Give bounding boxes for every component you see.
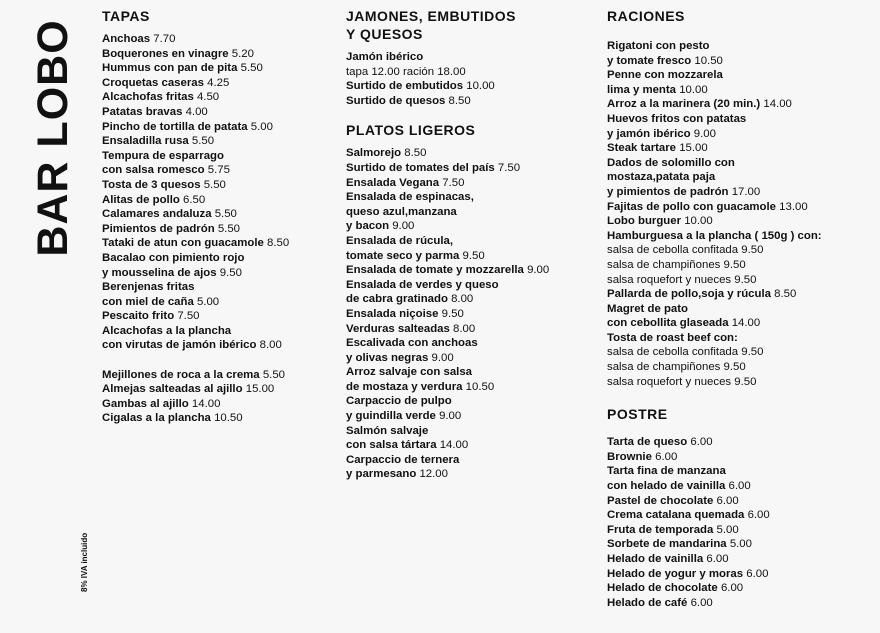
menu-item [607, 97, 877, 112]
menu-item [607, 464, 877, 479]
menu-item [607, 68, 877, 83]
menu-item [607, 523, 877, 538]
menu-item-name: Patatas bravas [102, 105, 183, 118]
menu-item-price: 5.50 [217, 222, 240, 235]
menu-item [102, 61, 332, 76]
menu-item-name: Rigatoni con pesto [607, 40, 710, 52]
menu-item-price: 5.50 [191, 135, 215, 148]
menu-item [346, 365, 596, 380]
menu-item [102, 90, 332, 105]
menu-item [102, 120, 332, 135]
menu-item-name: Helado de yogur y moras [607, 567, 744, 580]
menu-item-price: 14.00 [731, 317, 761, 330]
menu-item [102, 76, 332, 91]
menu-item-price: 15.00 [245, 383, 275, 396]
menu-item [607, 479, 877, 494]
menu-item-price: 6.00 [690, 596, 713, 609]
menu-item-price: 4.00 [185, 105, 208, 118]
menu-item [346, 424, 596, 439]
menu-item-price: 9.50 [441, 307, 464, 320]
menu-item-name: y jamón ibérico [607, 127, 691, 140]
menu-item [607, 345, 877, 360]
menu-item [607, 287, 877, 302]
menu-item [607, 375, 877, 390]
menu-item [102, 134, 332, 149]
menu-item-price: 8.00 [453, 322, 476, 335]
brand-title: BAR LOBO [29, 19, 77, 257]
menu-item [607, 450, 877, 465]
menu-item [607, 200, 877, 215]
menu-item-name: Helado de chocolate [607, 582, 718, 595]
menu-list-jamones [346, 50, 596, 108]
menu-item-name: Ensalada de tomate y mozzarella [346, 264, 524, 277]
menu-item [607, 331, 877, 346]
menu-item [102, 193, 332, 208]
menu-item-name: Surtido de quesos [346, 94, 446, 107]
menu-item [346, 205, 596, 220]
menu-item-price: 5.50 [214, 208, 237, 221]
section-title-platos: PLATOS LIGEROS [346, 122, 476, 139]
menu-item-price: 5.75 [207, 164, 230, 177]
menu-item [102, 382, 332, 397]
menu-item [102, 32, 332, 47]
menu-item-name: con salsa tártara [346, 439, 437, 452]
menu-item [346, 65, 596, 80]
menu-item [607, 39, 877, 54]
menu-item-price: 9.00 [439, 410, 462, 423]
menu-item-price: 8.50 [404, 147, 427, 160]
menu-item-name: Carpaccio de ternera [346, 453, 460, 466]
menu-item-name: Alcachofas a la plancha [102, 324, 232, 337]
menu-item-name: Pallarda de pollo,soja y rúcula [607, 288, 771, 301]
menu-item-name: Jamón ibérico [346, 51, 424, 63]
menu-item [102, 368, 332, 383]
menu-item-name: Arroz a la marinera (20 min.) [607, 98, 761, 111]
menu-item-name: Arroz salvaje con salsa [346, 366, 472, 379]
menu-item [607, 581, 877, 596]
menu-item-name: y guindilla verde [346, 410, 436, 423]
menu-item-price: 6.00 [720, 582, 744, 595]
menu-item [607, 494, 877, 509]
menu-item-price: 5.50 [262, 368, 285, 381]
menu-item [102, 411, 332, 426]
menu-item-name: Brownie [607, 450, 652, 463]
menu-item-name: tomate seco y parma [346, 249, 460, 262]
menu-item-price: 10.50 [694, 54, 723, 67]
menu-item [607, 552, 877, 567]
menu-item [607, 360, 877, 375]
menu-item-name: y bacon [346, 220, 390, 233]
menu-item-price: 14.00 [191, 397, 221, 410]
menu-item [102, 207, 332, 222]
menu-item [102, 105, 332, 120]
menu-item-price: 6.00 [747, 509, 770, 522]
column-tapas [102, 7, 332, 426]
menu-item [346, 307, 596, 322]
menu-item [102, 309, 332, 324]
menu-item-price: 8.50 [774, 288, 797, 301]
menu-item [102, 163, 332, 178]
menu-item-name: Tosta de roast beef con: [607, 331, 738, 344]
menu-list-platos [346, 146, 596, 482]
menu-item [607, 435, 877, 450]
menu-item-name: Pescaito frito [102, 310, 175, 323]
menu-item-name: Lobo burguer [607, 215, 682, 228]
menu-item-name: Verduras salteadas [346, 322, 450, 335]
menu-item [607, 596, 877, 611]
menu-item-name: Sorbete de mandarina [607, 538, 727, 551]
section-title-postre: POSTRE [607, 406, 668, 423]
menu-item-name: Pastel de chocolate [607, 494, 714, 507]
menu-item-name: con salsa romesco [102, 164, 205, 177]
menu-item-name: Cigalas a la plancha [102, 412, 211, 425]
menu-item-name: Alitas de pollo [102, 193, 180, 206]
menu-item-name: lima y menta [607, 83, 677, 96]
menu-item-price: 7.50 [497, 161, 521, 174]
menu-item-price: 10.00 [684, 215, 713, 228]
menu-item [102, 295, 332, 310]
menu-item-name: y olivas negras [346, 351, 429, 364]
menu-item-price: 5.00 [716, 523, 739, 536]
menu-item-price: 14.00 [439, 439, 469, 452]
menu-item [102, 178, 332, 193]
menu-item-detail: salsa roquefort y nueces 9.50 [607, 375, 757, 388]
menu-item-price: 8.50 [267, 237, 290, 250]
menu-item [607, 508, 877, 523]
menu-item-price: 6.00 [746, 567, 769, 580]
menu-item-name: Helado de vainilla [607, 553, 704, 565]
menu-item [346, 292, 596, 307]
menu-item-detail: salsa de cebolla confitada 9.50 [607, 244, 764, 257]
menu-item-name: Hummus con pan de pita [102, 62, 238, 75]
menu-item [346, 234, 596, 249]
menu-list-postre [607, 435, 877, 610]
menu-item-name: y mousselina de ajos [102, 266, 217, 279]
menu-item-detail: salsa roquefort y nueces 9.50 [607, 273, 757, 286]
menu-item-price: 5.50 [203, 178, 226, 191]
menu-item-price: 6.00 [728, 480, 751, 493]
menu-item-price: 5.00 [729, 538, 752, 551]
menu-item-price: 9.00 [527, 264, 550, 277]
menu-item [102, 251, 332, 266]
menu-item [102, 338, 332, 353]
menu-item-price: 6.50 [183, 193, 206, 206]
menu-item-price: 9.00 [693, 127, 716, 140]
menu-item [346, 146, 596, 161]
menu-item [607, 54, 877, 69]
menu-item [346, 453, 596, 468]
menu-item [607, 537, 877, 552]
menu-item-name: con helado de vainilla [607, 480, 726, 493]
menu-item [346, 380, 596, 395]
menu-item-price: 7.70 [153, 33, 176, 45]
menu-item-price: 10.50 [214, 412, 243, 425]
menu-item [102, 397, 332, 412]
menu-item-name: Mejillones de roca a la crema [102, 368, 260, 381]
menu-item-price: 8.50 [448, 94, 471, 107]
menu-item-name: Croquetas caseras [102, 76, 204, 89]
menu-item-detail: tapa 12.00 ración 18.00 [346, 65, 466, 78]
menu-item-price: 17.00 [731, 185, 761, 198]
menu-item-name: Salmorejo [346, 147, 402, 160]
menu-item-price: 15.00 [679, 142, 708, 155]
menu-item-name: Tempura de esparrago [102, 149, 224, 162]
menu-item [346, 161, 596, 176]
menu-item-name: Berenjenas fritas [102, 281, 195, 294]
column-raciones-postre [607, 7, 877, 610]
menu-item [607, 127, 877, 142]
menu-item-detail: salsa de champiñones 9.50 [607, 361, 746, 374]
menu-item [607, 156, 877, 171]
menu-item-name: Almejas salteadas al ajillo [102, 383, 243, 396]
menu-item-price: 10.50 [465, 380, 495, 393]
menu-item-name: Alcachofas fritas [102, 91, 194, 104]
menu-item-name: de mostaza y verdura [346, 380, 463, 393]
menu-item-name: Ensaladilla rusa [102, 135, 189, 148]
menu-item-price: 4.50 [196, 91, 220, 104]
menu-item-price: 9.50 [219, 266, 242, 279]
menu-item-detail: salsa de champiñones 9.50 [607, 258, 746, 271]
menu-item-name: Crema catalana quemada [607, 509, 745, 522]
menu-item-name: Surtido de tomates del país [346, 161, 495, 174]
column-jamones-platos [346, 7, 596, 482]
menu-item [346, 278, 596, 293]
menu-item [346, 219, 596, 234]
menu-item-name: mostaza,patata paja [607, 171, 716, 184]
menu-item-price: 5.50 [240, 62, 263, 75]
menu-item-name: Ensalada niçoise [346, 307, 439, 320]
menu-item-name: con cebollita glaseada [607, 317, 729, 330]
menu-item-name: Dados de solomillo con [607, 156, 735, 169]
menu-item-price: 6.00 [706, 553, 729, 565]
menu-item-price: 9.50 [462, 249, 485, 262]
menu-item [607, 243, 877, 258]
menu-item-name: Penne con mozzarela [607, 69, 723, 82]
menu-item [346, 467, 596, 482]
menu-item [607, 229, 877, 244]
menu-item-price: 9.00 [392, 220, 415, 233]
menu-item-name: con virutas de jamón ibérico [102, 339, 257, 352]
menu-item-price: 9.00 [431, 351, 454, 364]
menu-item [607, 214, 877, 229]
menu-item [346, 94, 596, 109]
menu-item [346, 249, 596, 264]
menu-item-name: Ensalada de rúcula, [346, 234, 453, 247]
menu-item-price: 8.00 [451, 293, 474, 306]
menu-item-price: 5.00 [196, 295, 220, 308]
menu-item [102, 266, 332, 281]
menu-item-name: Ensalada de espinacas, [346, 191, 474, 204]
menu-item [346, 190, 596, 205]
menu-item-name: Pincho de tortilla de patata [102, 120, 248, 133]
menu-item [607, 302, 877, 317]
menu-item-price: 8.00 [259, 339, 282, 352]
menu-item-price: 6.00 [655, 450, 678, 463]
menu-list-tapas [102, 32, 332, 353]
menu-item-name: Tarta fina de manzana [607, 465, 726, 478]
menu-item-price: 10.00 [679, 83, 708, 96]
menu-item [346, 79, 596, 94]
menu-item [102, 280, 332, 295]
menu-item-name: Tataki de atun con guacamole [102, 237, 264, 250]
menu-item [102, 149, 332, 164]
menu-item-name: Huevos fritos con patatas [607, 112, 747, 125]
menu-item-price: 7.50 [177, 310, 200, 323]
menu-item-name: Steak tartare [607, 142, 677, 155]
menu-item [102, 222, 332, 237]
menu-item-name: de cabra gratinado [346, 293, 448, 306]
menu-item-name: Tarta de queso [607, 436, 688, 449]
section-title-raciones: RACIONES [607, 8, 685, 24]
menu-item-name: Anchoas [102, 33, 151, 45]
menu-item [102, 47, 332, 62]
menu-item [346, 263, 596, 278]
menu-item-price: 13.00 [779, 200, 808, 213]
menu-item-name: Surtido de embutidos [346, 80, 464, 93]
menu-item [346, 438, 596, 453]
menu-item-price: 4.25 [207, 76, 230, 89]
menu-item-name: Calamares andaluza [102, 208, 212, 221]
menu-list-tapas-seafood [102, 368, 332, 426]
menu-item-name: queso azul,manzana [346, 205, 457, 218]
menu-item-price: 7.50 [442, 176, 465, 189]
menu-list-raciones [607, 39, 877, 389]
vat-note: 8% IVA incluido [80, 532, 89, 592]
menu-item-name: Pimientos de padrón [102, 222, 215, 235]
menu-item-price: 10.00 [466, 80, 495, 93]
menu-item [346, 409, 596, 424]
menu-item-name: Carpaccio de pulpo [346, 395, 452, 408]
section-title-jamones: JAMONES, EMBUTIDOS Y QUESOS [346, 8, 517, 42]
menu-item-name: y tomate fresco [607, 54, 692, 67]
menu-item-name: con miel de caña [102, 295, 194, 308]
menu-item-price: 5.00 [250, 120, 273, 133]
menu-item-detail: salsa de cebolla confitada 9.50 [607, 346, 764, 359]
menu-item-name: Fajitas de pollo con guacamole [607, 200, 776, 213]
menu-item [346, 336, 596, 351]
menu-item-name: Tosta de 3 quesos [102, 178, 201, 191]
menu-item-name: Gambas al ajillo [102, 397, 189, 410]
menu-item-name: Ensalada Vegana [346, 176, 440, 189]
menu-item-price: 14.00 [763, 98, 792, 111]
menu-item-name: Ensalada de verdes y queso [346, 278, 499, 291]
menu-item [102, 324, 332, 339]
menu-item [607, 83, 877, 98]
menu-item [607, 141, 877, 156]
menu-item [607, 316, 877, 331]
menu-item-name: Escalivada con anchoas [346, 337, 478, 350]
menu-item [607, 258, 877, 273]
menu-item-name: Fruta de temporada [607, 523, 714, 536]
menu-item [607, 567, 877, 582]
menu-item [607, 170, 877, 185]
menu-item [346, 50, 596, 65]
menu-item [102, 236, 332, 251]
menu-item [346, 394, 596, 409]
menu-item [346, 351, 596, 366]
menu-item [607, 273, 877, 288]
menu-item-name: y pimientos de padrón [607, 185, 729, 198]
menu-item-name: Helado de café [607, 596, 688, 609]
menu-item [346, 322, 596, 337]
menu-item-name: Magret de pato [607, 302, 689, 315]
menu-item-price: 12.00 [419, 468, 448, 481]
menu-item [607, 185, 877, 200]
menu-item-name: Salmón salvaje [346, 424, 429, 437]
menu-item-price: 5.20 [231, 47, 254, 60]
menu-item-price: 6.00 [716, 494, 739, 507]
menu-item [607, 112, 877, 127]
menu-item-name: Hamburguesa a la plancha ( 150g ) con: [607, 229, 822, 242]
menu-item-price: 6.00 [690, 436, 713, 449]
menu-item-name: y parmesano [346, 468, 417, 481]
menu-item [346, 176, 596, 191]
menu-item-name: Bacalao con pimiento rojo [102, 251, 245, 264]
section-title-tapas: TAPAS [102, 8, 150, 24]
menu-item-name: Boquerones en vinagre [102, 47, 229, 60]
